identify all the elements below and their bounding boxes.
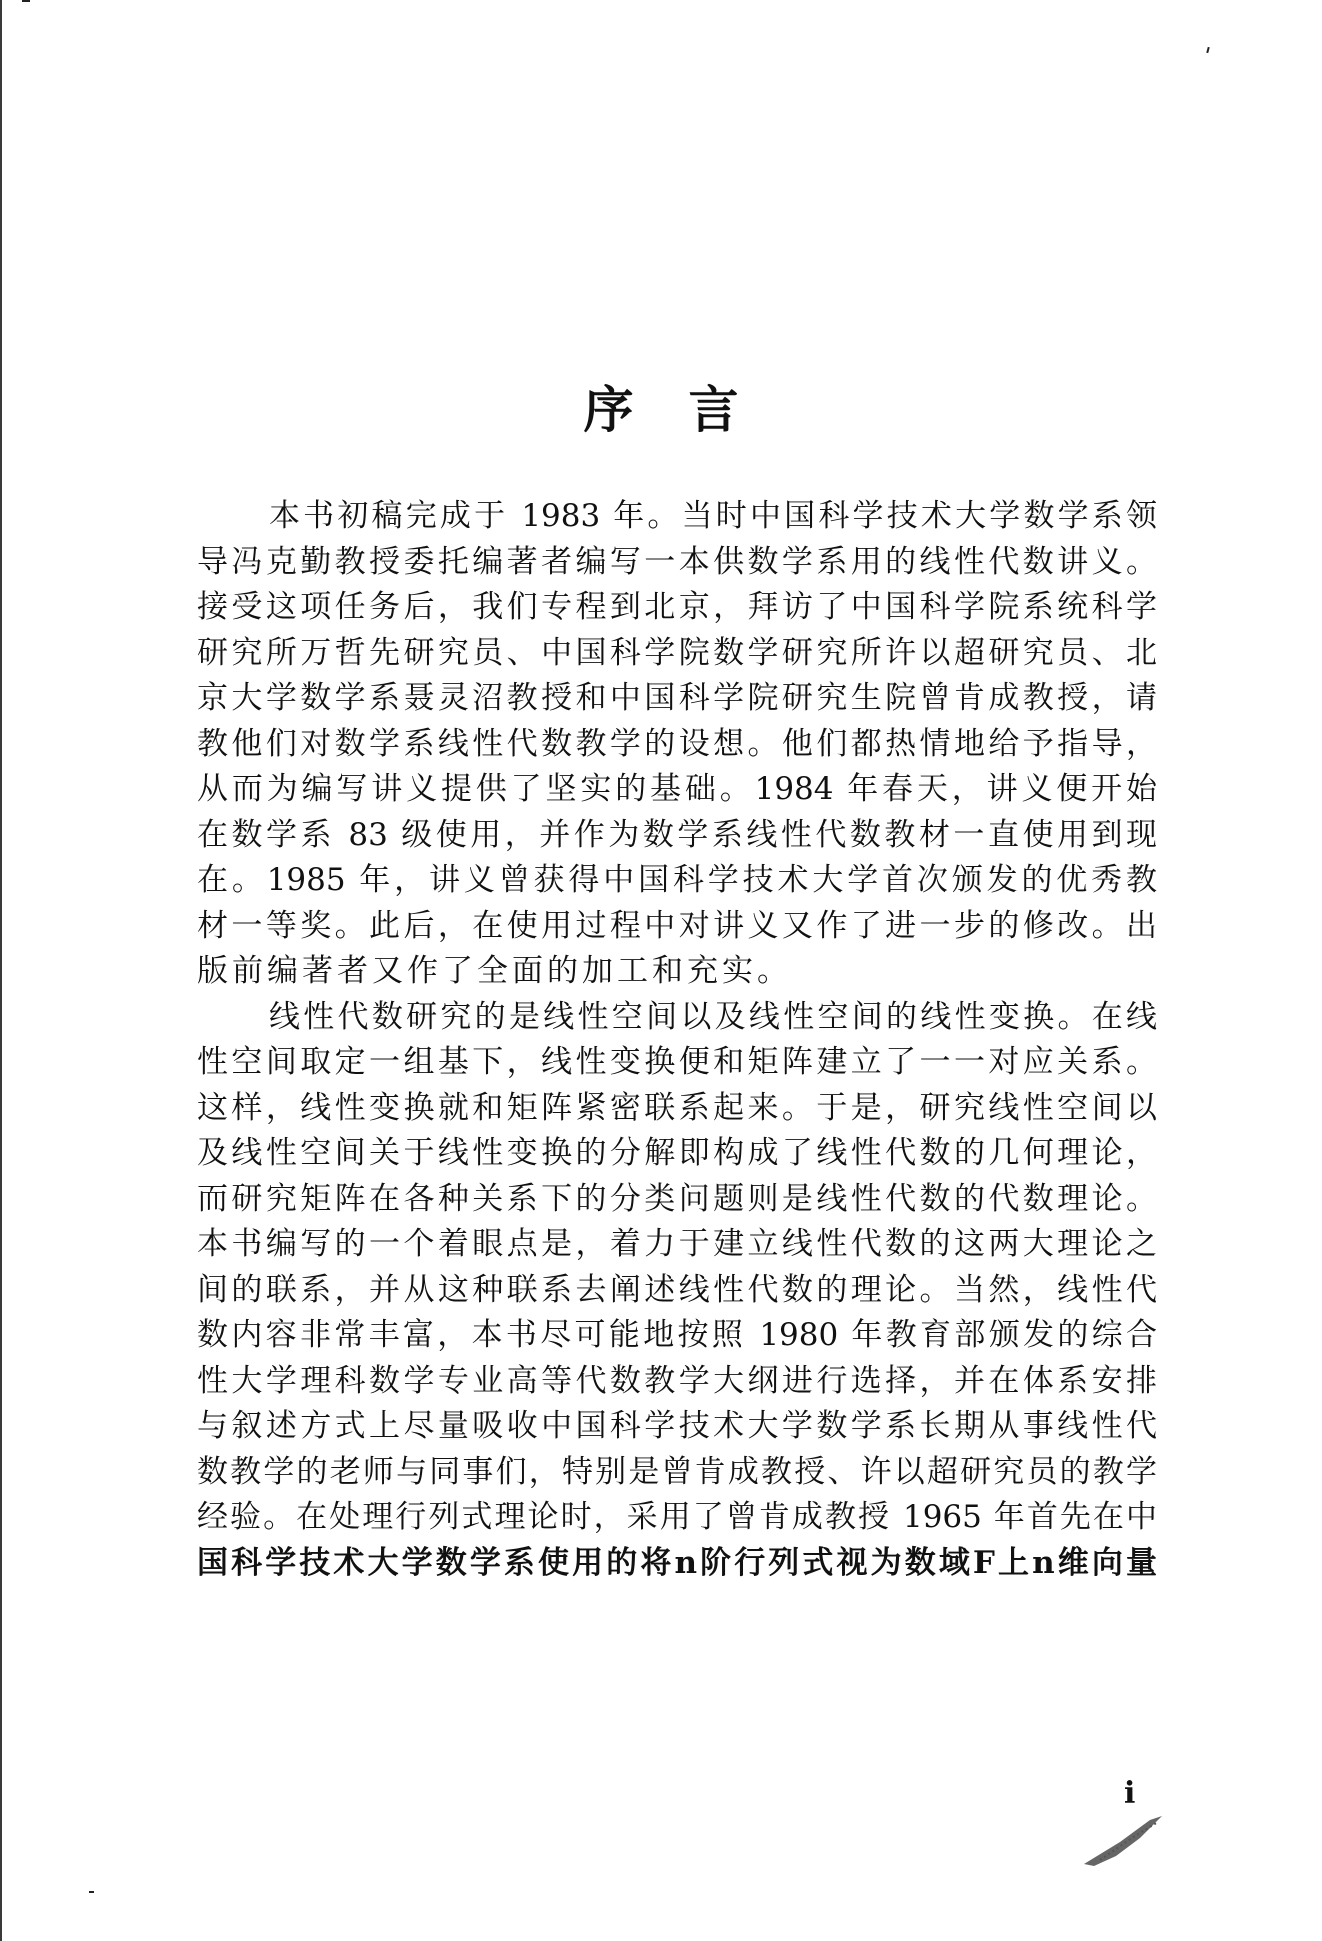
text-line: 数教学的老师与同事们，特别是曾肯成教授、许以超研究员的教学: [197, 1453, 1157, 1490]
title-char: 言: [688, 380, 739, 439]
scan-speck: [22, 0, 30, 2]
text-line: 线性代数研究的是线性空间以及线性空间的线性变换。在线: [269, 998, 1157, 1035]
text-line: 材一等奖。此后，在使用过程中对讲义又作了进一步的修改。出: [197, 907, 1157, 944]
text-line: 及线性空间关于线性变换的分解即构成了线性代数的几何理论，: [197, 1135, 1157, 1171]
paragraph-2: [197, 995, 1157, 1587]
text-line: 版前编著者又作了全面的加工和充实。: [197, 953, 792, 989]
text-line: 国科学技术大学数学系使用的将n阶行列式视为数域F上n维向量: [197, 1544, 1157, 1581]
text-line: 本书初稿完成于 1983 年。当时中国科学技术大学数学系领: [269, 498, 1157, 534]
scan-smudge: [1080, 1812, 1170, 1868]
page-title: [0, 380, 1322, 440]
text-line: 在数学系 83 级使用，并作为数学系线性代数教材一直使用到现: [197, 816, 1157, 853]
text-line: 本书编写的一个着眼点是，着力于建立线性代数的这两大理论之: [197, 1226, 1157, 1262]
preface-body: [197, 494, 1157, 1586]
text-line: 间的联系，并从这种联系去阐述线性代数的理论。当然，线性代: [197, 1271, 1157, 1308]
text-line: 从而为编写讲义提供了坚实的基础。1984 年春天，讲义便开始: [197, 771, 1157, 807]
scan-speck: [1206, 47, 1209, 53]
text-line: 导冯克勤教授委托编著者编写一本供数学系用的线性代数讲义。: [197, 543, 1157, 580]
text-line: 在。1985 年，讲义曾获得中国科学技术大学首次颁发的优秀教: [197, 862, 1157, 898]
paragraph-1: [197, 494, 1157, 995]
scan-left-edge: [0, 0, 2, 1941]
text-line: 这样，线性变换就和矩阵紧密联系起来。于是，研究线性空间以: [197, 1089, 1157, 1126]
text-line: 接受这项任务后，我们专程到北京，拜访了中国科学院系统科学: [197, 589, 1157, 625]
text-line: 研究所万哲先研究员、中国科学院数学研究所许以超研究员、北: [197, 634, 1157, 671]
text-line: 而研究矩阵在各种关系下的分类问题则是线性代数的代数理论。: [197, 1180, 1157, 1217]
text-line: 性空间取定一组基下，线性变换便和矩阵建立了一一对应关系。: [197, 1044, 1157, 1080]
text-line: 经验。在处理行列式理论时，采用了曾肯成教授 1965 年首先在中: [197, 1499, 1157, 1535]
page-number: i: [1124, 1776, 1136, 1811]
text-line: 与叙述方式上尽量吸收中国科学技术大学数学系长期从事线性代: [197, 1408, 1157, 1444]
text-line: 教他们对数学系线性代数教学的设想。他们都热情地给予指导，: [197, 725, 1157, 762]
text-line: 数内容非常丰富，本书尽可能地按照 1980 年教育部颁发的综合: [197, 1317, 1157, 1353]
text-line: 京大学数学系聂灵沼教授和中国科学院研究生院曾肯成教授，请: [197, 680, 1157, 716]
scan-speck: [89, 1891, 94, 1893]
text-line: 性大学理科数学专业高等代数教学大纲进行选择，并在体系安排: [197, 1362, 1157, 1399]
title-char: 序: [583, 380, 634, 439]
